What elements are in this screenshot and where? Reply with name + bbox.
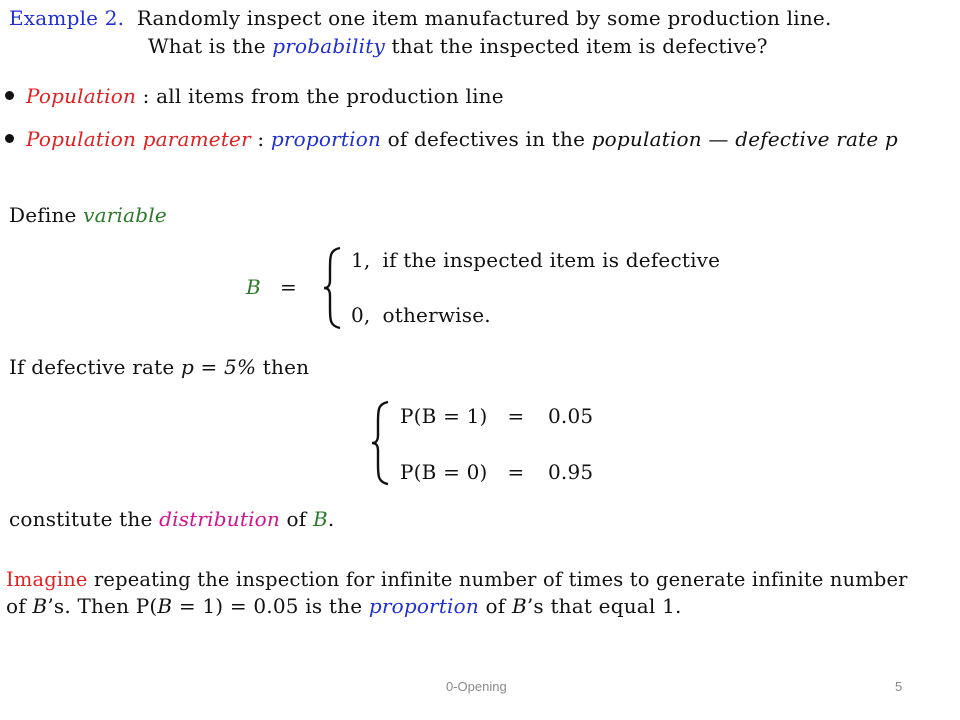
dist-row-2: P(B = 0) = 0.95 [400, 460, 594, 484]
example-heading [9, 6, 832, 30]
bullet-dot-icon [5, 134, 14, 143]
left-brace-icon [370, 400, 392, 486]
bullet-population: Population : all items from the production line [5, 84, 504, 108]
constitute-line: constitute the distribution of B. [9, 507, 335, 531]
left-brace-icon [322, 246, 344, 330]
imagine-line-2: of B’s. Then P(B = 1) = 0.05 is the proportion of B’s that equal 1. [6, 594, 682, 618]
case-2: 0, otherwise. [351, 303, 491, 327]
variable-term: variable [83, 203, 167, 227]
case-1: 1, if the inspected item is defective [351, 248, 721, 272]
define-variable: Define variable [9, 203, 167, 227]
imagine-line-1: Imagine repeating the inspection for infinite number of times to generate infinite number [6, 568, 908, 591]
bullet-population-parameter: Population parameter : proportion of defectives in the population — defective rate p [5, 127, 898, 151]
dist-row-1: P(B = 1) = 0.05 [400, 404, 594, 428]
imagine-term: Imagine [6, 568, 88, 591]
proportion-term: proportion [270, 127, 382, 151]
example-label: Example 2. [9, 6, 125, 30]
population-parameter-term: Population parameter [26, 127, 251, 151]
footer-title: 0-Opening [446, 679, 507, 694]
bullet-dot-icon [5, 91, 14, 100]
population-term: Population [26, 84, 137, 108]
example-line2: What is the probability that the inspected item is defective? [148, 34, 768, 58]
if-defective-rate: If defective rate p = 5% then [9, 355, 310, 379]
probability-term: probability [272, 34, 385, 58]
distribution-term: distribution [159, 507, 280, 531]
cases-lhs: B = [246, 275, 297, 299]
example-line1: Randomly inspect one item manufactured by some production line. [136, 6, 832, 30]
proportion-term: proportion [368, 594, 479, 618]
page-number: 5 [895, 679, 903, 694]
